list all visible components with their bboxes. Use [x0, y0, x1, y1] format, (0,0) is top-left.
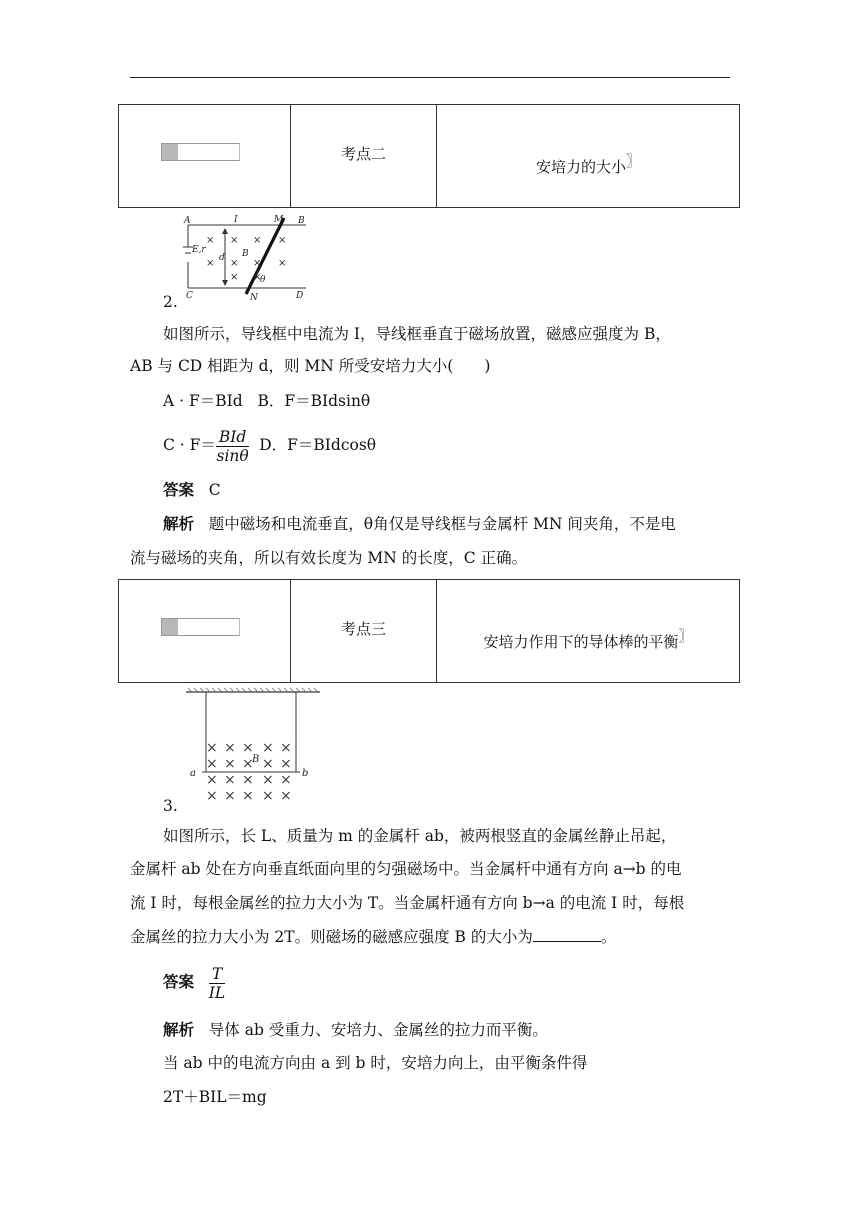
svg-text:×: × — [280, 740, 292, 756]
bracket-icon: 〗 — [678, 629, 693, 645]
answer-fraction — [209, 965, 225, 1002]
kaodian-label: 考点三 — [340, 620, 386, 638]
section-header-kaodian-2 — [118, 104, 740, 208]
header-kaodian-cell — [291, 580, 437, 682]
svg-text:×: × — [262, 756, 274, 772]
q3-text-line2: 当 ab 中的电流方向由 a 到 b 时，安培力向上，由平衡条件得 — [163, 1054, 588, 1072]
svg-text:×: × — [224, 740, 236, 756]
q2-options-ab — [163, 391, 370, 411]
svg-text:×: × — [280, 772, 292, 788]
svg-text:×: × — [262, 740, 274, 756]
answer-label: 答案 — [163, 481, 195, 499]
label-C: C — [186, 291, 193, 301]
option-a: A · F＝BId — [163, 392, 243, 410]
header-badge-cell — [119, 580, 291, 682]
answer-value: C — [208, 481, 221, 499]
q3-stem-line1: 如图所示，长 L、质量为 m 的金属杆 ab，被两根竖直的金属丝静止吊起， — [163, 827, 677, 845]
svg-text:×: × — [206, 235, 215, 246]
svg-text:×: × — [253, 258, 262, 269]
svg-text:×: × — [224, 788, 236, 804]
header-badge-cell — [119, 105, 291, 207]
q2-analysis-line2: 流与磁场的夹角，所以有效长度为 MN 的长度，C 正确。 — [130, 549, 528, 567]
header-topic-cell — [437, 580, 739, 682]
q3-stem-line2: 金属杆 ab 处在方向垂直纸面向里的匀强磁场中。当金属杆中通有方向 a→b 的电 — [130, 860, 682, 878]
answer-num: T — [209, 965, 225, 984]
label-D: D — [296, 291, 304, 301]
q2-analysis-line1: 解析 题中磁场和电流垂直，θ角仅是导线框与金属杆 MN 间夹角，不是电 — [163, 515, 676, 533]
svg-text:×: × — [230, 258, 239, 269]
label-B-field: B — [242, 249, 249, 259]
option-d: D．F＝BIdcosθ — [259, 436, 377, 454]
svg-text:×: × — [206, 756, 218, 772]
svg-text:×: × — [206, 788, 218, 804]
q3-equation: 2T＋BIL＝mg — [163, 1088, 267, 1106]
svg-text:×: × — [242, 772, 254, 788]
svg-text:×: × — [253, 272, 262, 283]
svg-text:×: × — [206, 258, 215, 269]
answer-blank — [533, 941, 601, 942]
analysis-label: 解析 — [163, 1021, 195, 1039]
label-d: d — [219, 253, 225, 263]
option-c-fraction — [216, 428, 249, 465]
option-c-den: sinθ — [216, 446, 249, 465]
label-Er: E,r — [192, 245, 206, 255]
answer-den: IL — [208, 983, 226, 1002]
label-B-corner: B — [298, 216, 305, 226]
topic-title: 安培力作用下的导体棒的平衡 — [483, 633, 679, 651]
label-N: N — [250, 293, 258, 303]
label-I: I — [234, 215, 238, 225]
q2-answer — [163, 480, 221, 500]
svg-text:×: × — [224, 772, 236, 788]
label-b: b — [302, 768, 309, 779]
question-number-3: 3. — [163, 797, 178, 815]
section-header-kaodian-3 — [118, 579, 740, 683]
svg-text:×: × — [262, 788, 274, 804]
header-kaodian-cell — [291, 105, 437, 207]
label-theta: θ — [260, 275, 266, 285]
svg-text:×: × — [224, 756, 236, 772]
svg-text:×: × — [278, 258, 287, 269]
q3-stem-line3: 流 I 时，每根金属丝的拉力大小为 T。当金属杆通有方向 b→a 的电流 I 时，每根 — [130, 894, 685, 912]
q2-stem-line1: 如图所示，导线框中电流为 I，导线框垂直于磁场放置，磁感应强度为 B， — [163, 325, 671, 343]
analysis-label: 解析 — [163, 515, 195, 533]
option-b: B．F＝BIdsinθ — [257, 392, 371, 410]
header-rule — [130, 77, 730, 78]
q3-stem-line4: 金属丝的拉力大小为 2T。则磁场的磁感应强度 B 的大小为 。 — [130, 928, 617, 946]
svg-text:×: × — [262, 772, 274, 788]
label-a: a — [190, 768, 196, 779]
hanging-rod-figure — [186, 686, 324, 806]
svg-text:×: × — [206, 740, 218, 756]
svg-text:×: × — [242, 756, 254, 772]
svg-text:×: × — [280, 756, 292, 772]
label-M: M — [274, 215, 284, 225]
svg-text:×: × — [280, 788, 292, 804]
option-c-prefix: C · F＝ — [163, 436, 216, 454]
q2-stem-line2: AB 与 CD 相距为 d，则 MN 所受安培力大小( ) — [130, 357, 491, 375]
q3-answer — [163, 962, 225, 1002]
bracket-icon: 〗 — [626, 154, 640, 170]
q3-analysis-line1: 解析 导体 ab 受重力、安培力、金属丝的拉力而平衡。 — [163, 1021, 548, 1039]
svg-text:×: × — [242, 740, 254, 756]
svg-text:×: × — [253, 235, 262, 246]
kaodian-label: 考点二 — [340, 145, 386, 163]
label-B: B — [252, 754, 260, 765]
circuit-figure — [180, 212, 312, 304]
svg-text:×: × — [206, 772, 218, 788]
answer-label: 答案 — [163, 973, 195, 991]
badge-bar-icon — [161, 143, 245, 161]
label-A: A — [184, 216, 191, 226]
badge-bar-icon — [161, 618, 245, 636]
header-topic-cell — [437, 105, 739, 207]
svg-text:×: × — [230, 272, 239, 283]
svg-text:×: × — [230, 235, 239, 246]
option-c-num: BId — [216, 428, 249, 447]
question-number-2: 2. — [163, 293, 178, 311]
svg-text:×: × — [278, 235, 287, 246]
q2-options-cd — [163, 426, 376, 465]
svg-text:×: × — [242, 788, 254, 804]
topic-title: 安培力的大小 — [535, 158, 626, 176]
